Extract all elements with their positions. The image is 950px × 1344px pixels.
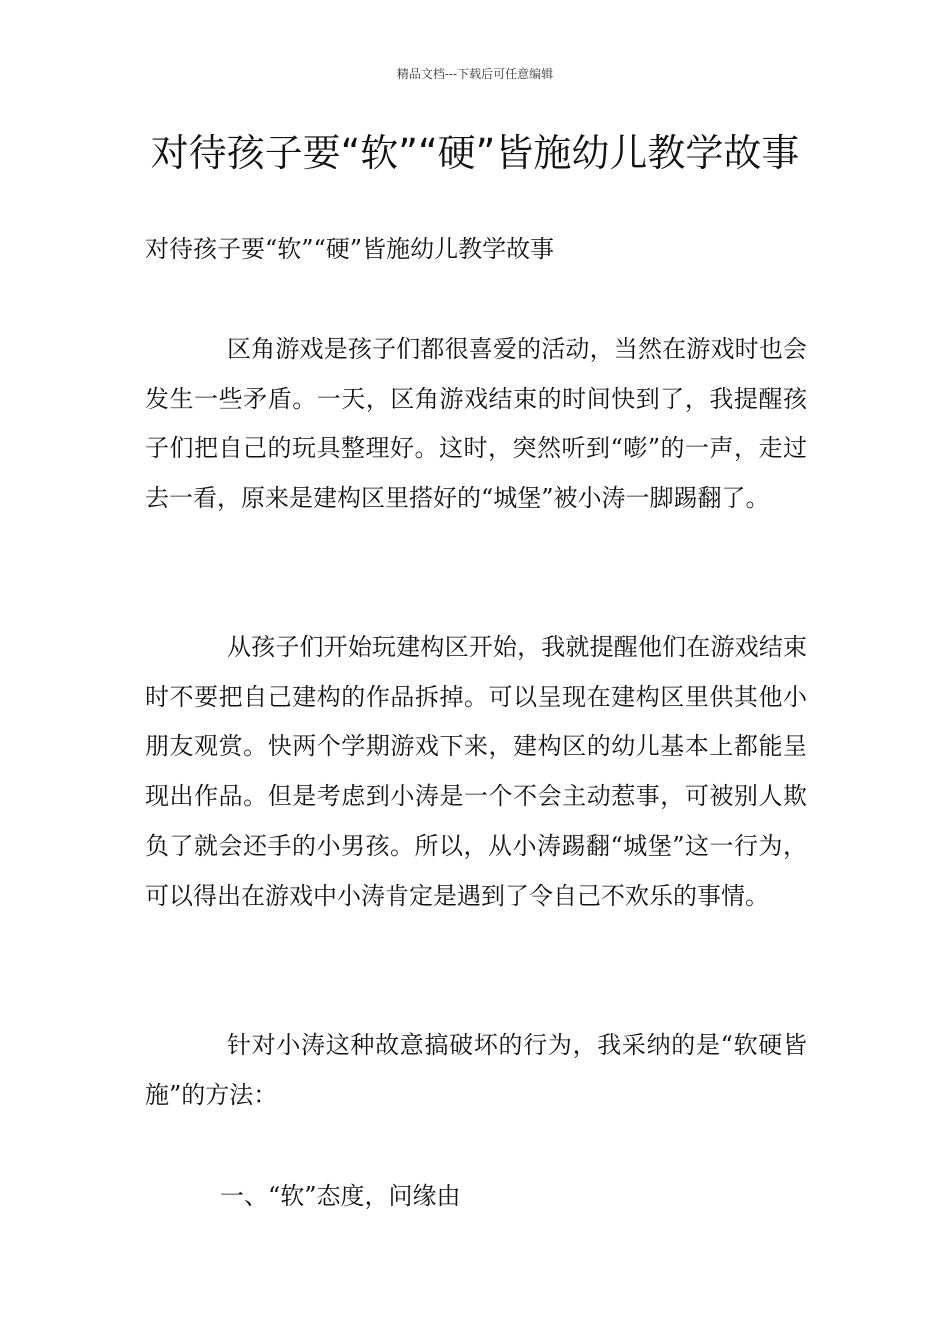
header-note: 精品文档---下载后可任意编辑 [396,67,554,81]
document-subtitle: 对待孩子要“软”“硬”皆施幼儿教学故事 [145,235,555,263]
paragraph-2: 从孩子们开始玩建构区开始，我就提醒他们在游戏结束时不要把自己建构的作品拆掉。可以呈现在建构区里供其他小朋友观赏。快两个学期游戏下来，建构区的幼儿基本上都能呈现出作品。但是考虑到小涛是一个不会主动惹事，可被别人欺负了就会还手的小男孩。所以，从小涛踢翻“城堡”这一行为，可以得出在游戏中小涛肯定是遇到了令自己不欢乐的事情。 [145,633,807,910]
section-heading: 一、“软”态度，问缘由 [220,1182,461,1210]
paragraph-3: 针对小涛这种故意搞破坏的行为，我采纳的是“软硬皆施”的方法： [145,1031,807,1109]
document-title: 对待孩子要“软”“硬”皆施幼儿教学故事 [150,131,800,175]
paragraph-1: 区角游戏是孩子们都很喜爱的活动，当然在游戏时也会发生一些矛盾。一天，区角游戏结束的时间快到了，我提醒孩子们把自己的玩具整理好。这时，突然听到“嘭”的一声，走过去一看，原来是建构区里搭好的“城堡”被小涛一脚踢翻了。 [145,335,807,513]
